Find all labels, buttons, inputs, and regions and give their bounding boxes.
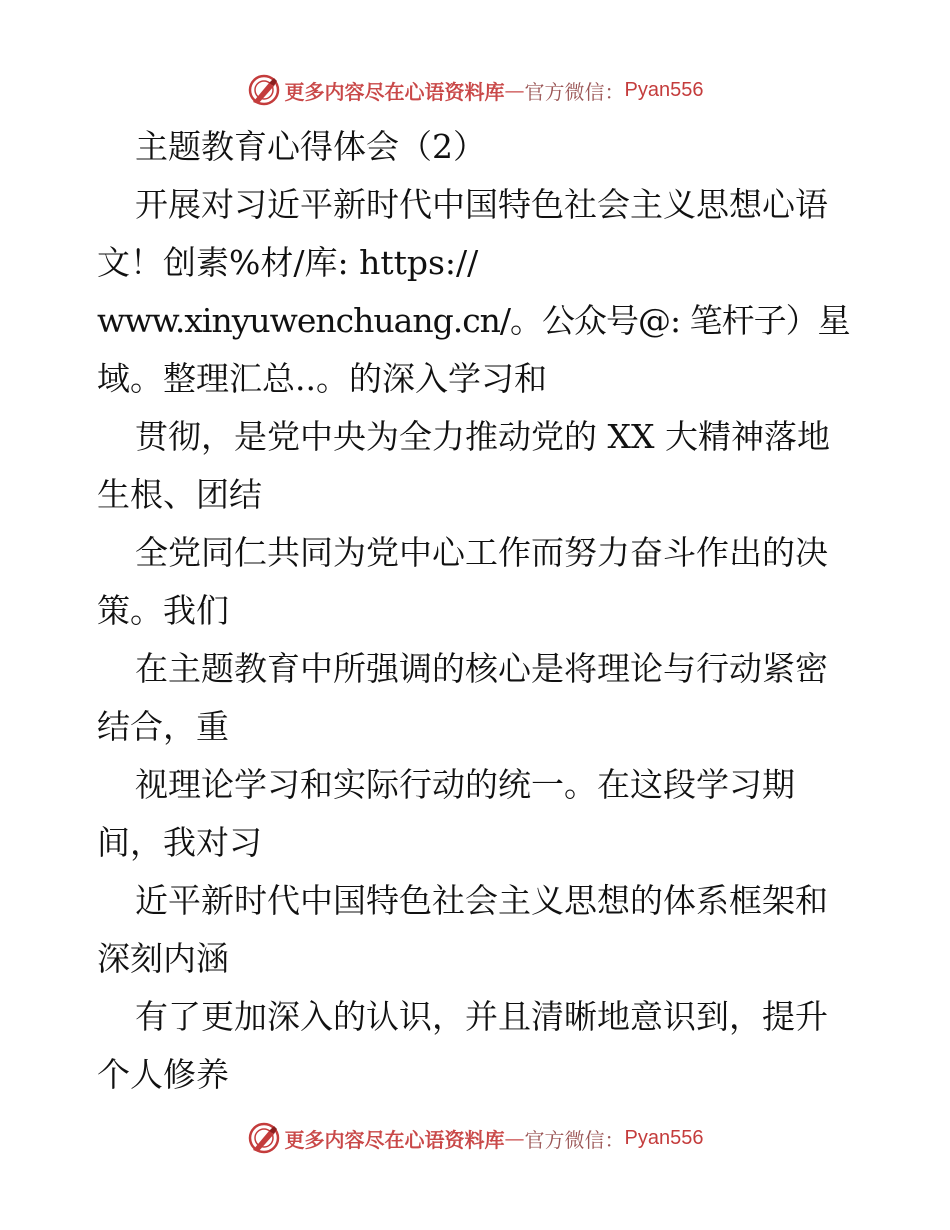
text-line: 深刻内涵 <box>97 939 229 978</box>
document-body <box>97 118 857 1104</box>
banner-wechat-id: Pyan556 <box>624 1126 704 1149</box>
text-line: 贯彻，是党中央为全力推动党的 XX 大精神落地 <box>135 417 830 456</box>
text-line: 策。我们 <box>97 591 229 630</box>
text-line: 个人修养 <box>97 1055 229 1094</box>
text-line: 开展对习近平新时代中国特色社会主义思想心语 <box>135 185 828 224</box>
text-line: 域。整理汇总..。的深入学习和 <box>97 359 547 398</box>
banner-wechat-label: 官方微信： <box>524 79 625 104</box>
text-line: 文！创素%材/库: https:// <box>97 243 479 282</box>
text-line: 近平新时代中国特色社会主义思想的体系框架和 <box>135 881 828 920</box>
text-line: 结合，重 <box>97 707 229 746</box>
banner-separator: — <box>504 78 525 102</box>
text-line: 间，我对习 <box>97 823 262 862</box>
text-line: www.xinyuwenchuang.cn/。公众号@: 笔杆子）星 <box>97 301 850 340</box>
footer-banner <box>0 1118 950 1158</box>
text-line: 视理论学习和实际行动的统一。在这段学习期 <box>135 765 795 804</box>
text-line: 全党同仁共同为党中心工作而努力奋斗作出的决 <box>135 533 828 572</box>
banner-wechat-id: Pyan556 <box>624 78 704 101</box>
text-line: 有了更加深入的认识，并且清晰地意识到，提升 <box>135 997 828 1036</box>
text-line: 生根、团结 <box>97 475 262 514</box>
banner-brand: 更多内容尽在心语资料库 <box>284 79 505 104</box>
text-line: 在主题教育中所强调的核心是将理论与行动紧密 <box>135 649 828 688</box>
header-banner <box>0 70 950 110</box>
pen-logo-icon <box>247 73 281 107</box>
banner-wechat-label: 官方微信： <box>524 1127 625 1152</box>
document-title: 主题教育心得体会（2） <box>135 127 486 166</box>
banner-brand: 更多内容尽在心语资料库 <box>284 1127 505 1152</box>
banner-separator: — <box>504 1126 525 1150</box>
pen-logo-icon <box>247 1121 281 1155</box>
